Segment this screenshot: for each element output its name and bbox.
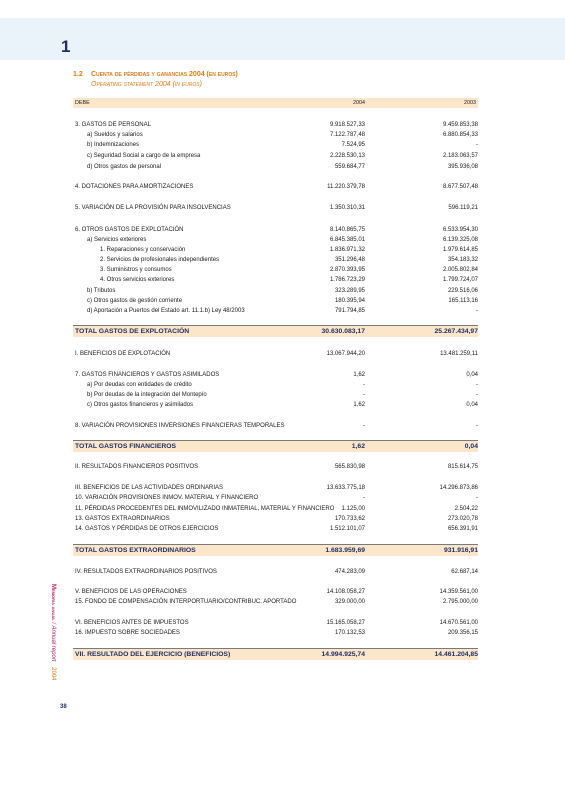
total-row (73, 440, 478, 452)
header-year-2004: 2004 (353, 100, 365, 106)
row-label: TOTAL GASTOS DE EXPLOTACIÓN (75, 328, 190, 335)
total-row (73, 544, 478, 556)
table-row (73, 266, 478, 275)
table-row (73, 619, 478, 628)
row-value-2004: 30.630.083,17 (321, 328, 365, 335)
table-row (73, 287, 478, 296)
row-value-2003: 0,04 (466, 372, 478, 378)
table-row (73, 226, 478, 235)
row-value-2004: 14.994.925,74 (321, 651, 365, 658)
total-row (73, 325, 478, 337)
row-value-2004: 13.067.944,20 (326, 351, 365, 357)
sidebar-title-en: / Annual report (50, 622, 56, 662)
row-label: b) Indemnizaciones (87, 142, 140, 148)
table-row (73, 256, 478, 265)
row-value-2003: 6.139.325,08 (442, 237, 478, 243)
row-label: III. BENEFICIOS DE LAS ACTIVIDADES ORDINARIAS (75, 485, 224, 491)
table-row (73, 163, 478, 172)
row-value-2004: 7.122.787,48 (329, 132, 365, 138)
row-label: 15. FONDO DE COMPENSACIÓN INTERPORTUARIO/CONTRIBUC. APORTADO (75, 599, 297, 605)
row-value-2003: 596.119,21 (448, 205, 478, 211)
row-value-2003: 6.880.854,33 (442, 132, 478, 138)
row-value-2004: 7.524,95 (341, 142, 365, 148)
row-value-2003: 9.459.853,38 (442, 122, 478, 128)
row-value-2004: 6.845.385,01 (329, 237, 365, 243)
row-label: b) Tributos (87, 288, 116, 294)
row-label: a) Servicios exteriores (87, 237, 147, 243)
row-value-2003: 273.020,78 (447, 516, 478, 522)
table-row (73, 391, 478, 400)
row-value-2003: 1.799.724,07 (442, 277, 478, 283)
row-value-2004: 565.830,98 (334, 464, 365, 470)
table-row (73, 246, 478, 255)
row-label: TOTAL GASTOS EXTRAORDINARIOS (75, 547, 196, 554)
table-row (73, 350, 478, 359)
row-value-2004: 170.733,62 (334, 516, 365, 522)
row-label: 11. PÉRDIDAS PROCEDENTES DEL INMOVILIZADO INMATERIAL, MATERIAL Y FINANCIERO (75, 506, 335, 512)
table-row (73, 371, 478, 380)
table-row (73, 307, 478, 316)
row-value-2003: 2.504,22 (454, 506, 478, 512)
row-value-2004: - (363, 423, 365, 429)
row-value-2004: - (363, 392, 365, 398)
row-value-2004: 8.140.865,75 (329, 227, 365, 233)
row-value-2004: 323.289,95 (334, 288, 365, 294)
row-label: a) Por deudas con entidades de crédito (87, 382, 192, 388)
table-row (73, 141, 478, 150)
row-label: 13. GASTOS EXTRAORDINARIOS (75, 516, 170, 522)
chapter-number: 1 (61, 37, 71, 56)
row-value-2003: 165.113,16 (448, 298, 478, 304)
row-value-2003: 14.670.561,00 (439, 620, 478, 626)
row-value-2003: - (476, 142, 478, 148)
row-value-2004: 2.228.530,13 (329, 153, 365, 159)
row-value-2003: 656.391,91 (447, 526, 478, 532)
table-row (73, 401, 478, 410)
row-value-2003: 2.795.000,00 (442, 599, 478, 605)
row-value-2003: 14.296.873,86 (439, 485, 478, 491)
row-label: 2. Servicios de profesionales independientes (100, 257, 220, 263)
table-row (73, 598, 478, 607)
row-value-2004: 1,62 (351, 443, 365, 450)
row-value-2003: 1.979.614,85 (442, 247, 478, 253)
row-label: II. RESULTADOS FINANCIEROS POSITIVOS (75, 464, 199, 470)
row-value-2004: 1,62 (353, 402, 365, 408)
row-label: 16. IMPUESTO SOBRE SOCIEDADES (75, 630, 180, 636)
row-label: 10. VARIACIÓN PROVISIONES INMOV. MATERIAL Y FINANCIERO (75, 495, 259, 501)
row-value-2004: 1.512.101,07 (329, 526, 365, 532)
table-row (73, 276, 478, 285)
row-value-2003: - (476, 423, 478, 429)
row-value-2004: 180.395,94 (334, 298, 365, 304)
section-subtitle: Operating statement 2004 (in euros) (91, 81, 202, 88)
table-row (73, 525, 478, 534)
table-row (73, 204, 478, 213)
row-value-2004: 1.836.971,32 (329, 247, 365, 253)
row-value-2003: - (476, 308, 478, 314)
row-value-2004: 9.918.527,33 (329, 122, 365, 128)
row-value-2004: 559.684,77 (334, 164, 365, 170)
row-value-2004: 15.165.058,27 (326, 620, 365, 626)
table-row (73, 463, 478, 472)
row-value-2004: 1.683.959,69 (325, 547, 365, 554)
row-label: d) Aportación a Puertos del Estado art. 11.1.b) Ley 48/2003 (87, 308, 245, 314)
row-label: b) Por deudas de la integración del Montepío (87, 392, 207, 398)
row-label: a) Sueldos y salarios (87, 132, 143, 138)
row-value-2003: 229.516,06 (447, 288, 478, 294)
sidebar-year: 2004 (50, 667, 56, 681)
row-label: 5. VARIACIÓN DE LA PROVISIÓN PARA INSOLVENCIAS (75, 205, 231, 211)
row-value-2004: 11.220.379,78 (327, 184, 365, 190)
row-value-2003: 354.183,32 (447, 257, 478, 263)
table-row (73, 588, 478, 597)
table-row (73, 297, 478, 306)
header-label: DEBE (75, 100, 90, 106)
row-value-2003: 8.677.507,48 (442, 184, 478, 190)
row-value-2004: 1.786.723,29 (329, 277, 365, 283)
row-value-2003: 14.359.561,00 (439, 589, 478, 595)
row-value-2003: 25.267.434,97 (434, 328, 478, 335)
row-label: c) Seguridad Social a cargo de la empresa (87, 153, 201, 159)
row-label: 4. Otros servicios exteriores (100, 277, 175, 283)
row-value-2003: 0,04 (464, 443, 478, 450)
table-row (73, 152, 478, 161)
row-label: IV. RESULTADOS EXTRAORDINARIOS POSITIVOS (75, 569, 217, 575)
row-value-2003: 209.356,15 (447, 630, 478, 636)
page-number: 38 (60, 704, 67, 710)
row-value-2003: 62.687,14 (451, 569, 478, 575)
row-label: 1. Reparaciones y conservación (100, 247, 186, 253)
row-value-2003: - (476, 382, 478, 388)
section-title: Cuenta de pérdidas y ganancias 2004 (en euros) (91, 71, 238, 78)
row-value-2003: 395.936,08 (447, 164, 478, 170)
row-value-2004: 2.870.393,95 (329, 267, 365, 273)
row-value-2004: 170.132,53 (334, 630, 365, 636)
row-value-2003: 2.005.802,84 (442, 267, 478, 273)
row-value-2004: 329.000,00 (334, 599, 365, 605)
table-row (73, 568, 478, 577)
row-label: V. BENEFICIOS DE LAS OPERACIONES (75, 589, 187, 595)
header-band (0, 18, 565, 60)
row-label: I. BENEFICIOS DE EXPLOTACIÓN (75, 351, 171, 357)
table-row (73, 131, 478, 140)
table-row (73, 484, 478, 493)
row-label: c) Otros gastos de gestión corriente (87, 298, 183, 304)
row-label: 14. GASTOS Y PÉRDIDAS DE OTROS EJERCICIOS (75, 526, 219, 532)
row-value-2004: 1,62 (353, 372, 365, 378)
table-row (73, 422, 478, 431)
total-row (73, 648, 478, 660)
row-value-2004: 1.350.310,31 (329, 205, 365, 211)
table-header (73, 98, 478, 108)
section-number: 1.2 (73, 71, 83, 78)
row-label: TOTAL GASTOS FINANCIEROS (75, 443, 177, 450)
row-value-2004: 351.296,48 (334, 257, 365, 263)
row-label: VI. BENEFICIOS ANTES DE IMPUESTOS (75, 620, 189, 626)
row-value-2003: 13.481.259,11 (440, 351, 478, 357)
row-label: 6. OTROS GASTOS DE EXPLOTACIÓN (75, 227, 184, 233)
row-value-2003: 6.533.954,30 (442, 227, 478, 233)
table-row (73, 183, 478, 192)
row-label: c) Otros gastos financieros y asimilados (87, 402, 194, 408)
table-row (73, 121, 478, 130)
row-label: 4. DOTACIONES PARA AMORTIZACIONES (75, 184, 194, 190)
table-row (73, 505, 478, 514)
row-value-2003: 14.461.204,85 (434, 651, 478, 658)
header-year-2003: 2003 (464, 100, 476, 106)
row-value-2004: 474.283,09 (334, 569, 365, 575)
row-value-2003: 931.916,91 (443, 547, 478, 554)
row-value-2004: 14.108.058,27 (326, 589, 365, 595)
row-label: 8. VARIACIÓN PROVISIONES INVERSIONES FINANCIERAS TEMPORALES (75, 423, 285, 429)
row-value-2003: - (476, 392, 478, 398)
table-row (73, 494, 478, 503)
table-row (73, 236, 478, 245)
row-value-2004: - (363, 382, 365, 388)
row-label: d) Otros gastos de personal (87, 164, 162, 170)
row-label: VII. RESULTADO DEL EJERCICIO (BENEFICIOS) (75, 651, 231, 658)
row-value-2004: 791.794,85 (334, 308, 365, 314)
sidebar-report-title (50, 584, 56, 681)
row-value-2004: 1.125,00 (341, 506, 365, 512)
table-row (73, 381, 478, 390)
row-value-2004: - (363, 495, 365, 501)
row-label: 3. GASTOS DE PERSONAL (75, 122, 151, 128)
row-value-2003: - (476, 495, 478, 501)
row-value-2003: 0,04 (466, 402, 478, 408)
row-value-2003: 815.614,75 (447, 464, 478, 470)
row-value-2004: 13.633.775,18 (326, 485, 365, 491)
sidebar-title-es: Memoria anual (50, 584, 56, 621)
table-row (73, 515, 478, 524)
row-value-2003: 2.183.063,57 (442, 153, 478, 159)
table-row (73, 629, 478, 638)
row-label: 7. GASTOS FINANCIEROS Y GASTOS ASIMILADOS (75, 372, 220, 378)
row-label: 3. Suministros y consumos (100, 267, 172, 273)
